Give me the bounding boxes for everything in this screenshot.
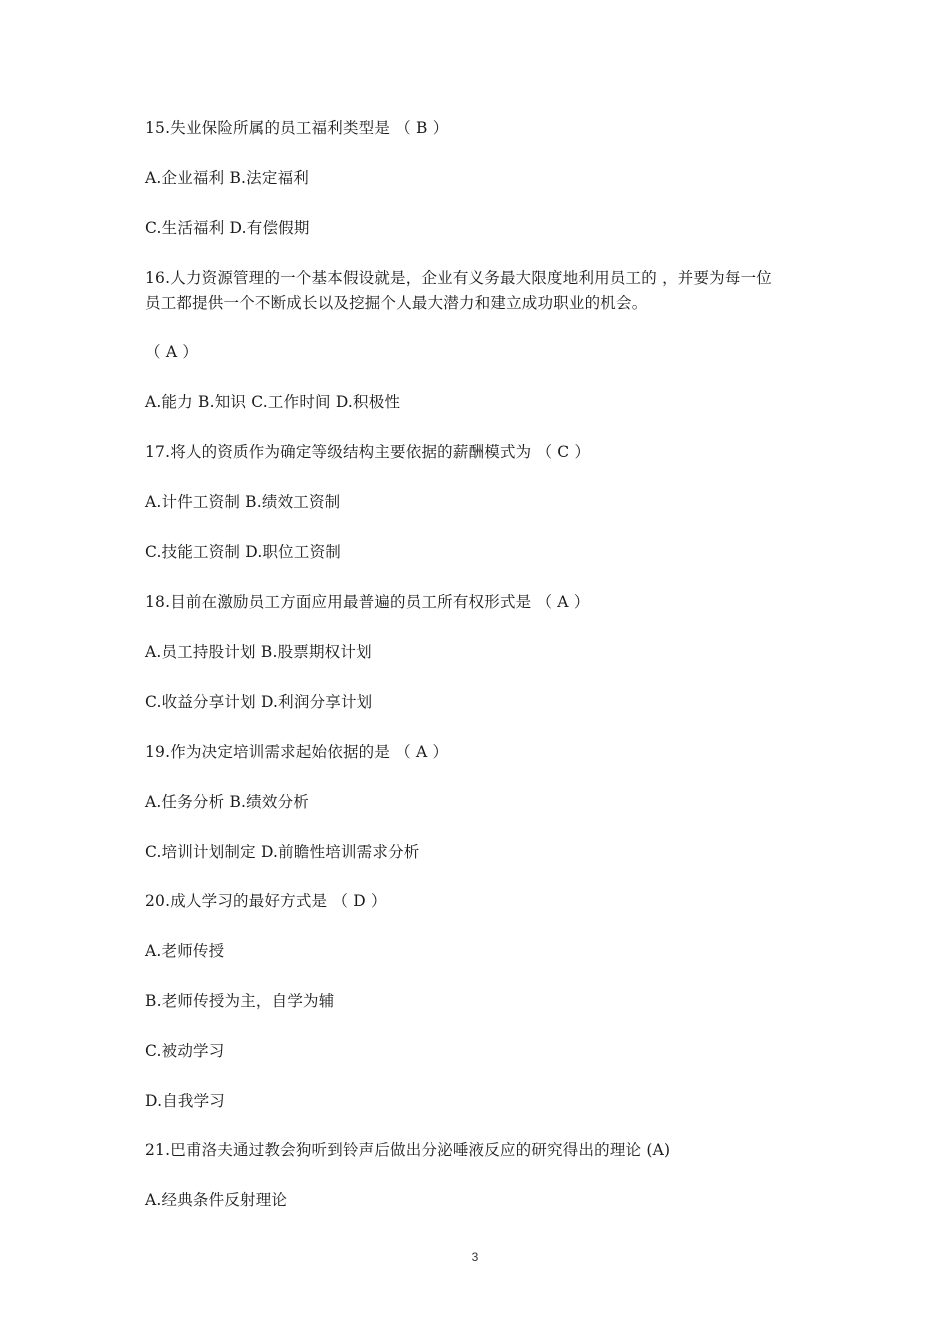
question-20: 20.成人学习的最好方式是 （ D ）: [145, 892, 387, 910]
page-number: 3: [471, 1250, 479, 1264]
question-16-answer: （ A ）: [145, 343, 199, 361]
question-16-options: A.能力 B.知识 C.工作时间 D.积极性: [145, 393, 401, 411]
question-21: 21.巴甫洛夫通过教会狗听到铃声后做出分泌唾液反应的研究得出的理论 (A): [145, 1141, 671, 1159]
question-20-option-c: C.被动学习: [145, 1042, 225, 1060]
question-20-option-d: D.自我学习: [145, 1092, 226, 1110]
question-15: 15.失业保险所属的员工福利类型是 （ B ）: [145, 119, 449, 137]
question-17-options-cd: C.技能工资制 D.职位工资制: [145, 543, 341, 561]
question-18-options-ab: A.员工持股计划 B.股票期权计划: [145, 643, 372, 661]
question-19-options-cd: C.培训计划制定 D.前瞻性培训需求分析: [145, 843, 420, 861]
question-16-line-1: 16.人力资源管理的一个基本假设就是，企业有义务最大限度地利用员工的 ，并要为每一位: [145, 269, 772, 287]
question-20-option-b: B.老师传授为主，自学为辅: [145, 992, 335, 1010]
question-17: 17.将人的资质作为确定等级结构主要依据的薪酬模式为 （ C ）: [145, 443, 591, 461]
question-17-options-ab: A.计件工资制 B.绩效工资制: [145, 493, 341, 511]
question-18-options-cd: C.收益分享计划 D.利润分享计划: [145, 693, 373, 711]
question-19: 19.作为决定培训需求起始依据的是 （ A ）: [145, 743, 449, 761]
question-21-option-a: A.经典条件反射理论: [145, 1191, 288, 1209]
question-20-option-a: A.老师传授: [145, 942, 225, 960]
question-16-line-2: 员工都提供一个不断成长以及挖掘个人最大潜力和建立成功职业的机会。: [145, 294, 648, 312]
question-18: 18.目前在激励员工方面应用最普遍的员工所有权形式是 （ A ）: [145, 593, 590, 611]
question-15-options-ab: A.企业福利 B.法定福利: [145, 169, 309, 187]
question-15-options-cd: C.生活福利 D.有偿假期: [145, 219, 310, 237]
question-19-options-ab: A.任务分析 B.绩效分析: [145, 793, 309, 811]
